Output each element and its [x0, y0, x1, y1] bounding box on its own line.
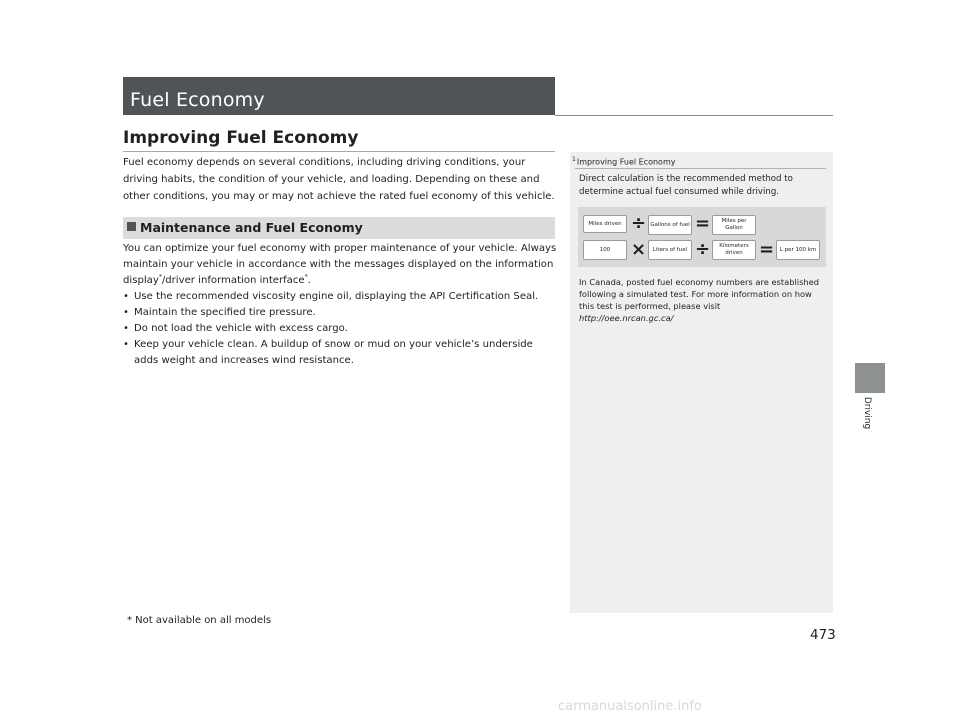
reference-number: 1 — [572, 156, 576, 163]
equals-icon: = — [759, 239, 775, 260]
miles-per-gallon-box: Miles per Gallon — [712, 215, 756, 235]
watermark: carmanualsonline.info — [558, 699, 702, 714]
chapter-thumb-tab — [855, 363, 885, 393]
intro-paragraph: Fuel economy depends on several conditions, including driving conditions, your driving habits, the condition of your vehicle, and loading. Depending on these and other conditions, you may or may not achieve the rated fuel economy of this vehicle. — [123, 157, 555, 202]
divide-icon: ÷ — [631, 213, 647, 234]
square-bullet-icon — [127, 222, 136, 231]
gallons-of-fuel-box: Gallons of fuel — [648, 215, 692, 235]
list-item: • Do not load the vehicle with excess cargo. — [123, 321, 559, 337]
equals-icon: = — [695, 213, 711, 234]
heading-divider — [123, 151, 555, 152]
liters-of-fuel-box: Liters of fuel — [648, 240, 692, 260]
sidebar-divider — [575, 168, 826, 169]
list-item: • Keep your vehicle clean. A buildup of snow or mud on your vehicle’s underside adds weight and increases wind resistance. — [123, 339, 533, 366]
maintenance-text-1: You can optimize your fuel economy with proper maintenance of your vehicle. Always maintain your vehicle in accordance with the messages displayed on the information display — [123, 243, 557, 286]
liters-per-100km-box: L per 100 km — [776, 240, 820, 260]
hundred-box: 100 — [583, 240, 627, 260]
sidebar-paragraph-1: Direct calculation is the recommended method to determine actual fuel consumed while driving. — [579, 174, 793, 197]
page-number: 473 — [810, 627, 836, 643]
fuel-formula-diagram — [578, 207, 826, 267]
tips-list — [123, 289, 559, 369]
title-divider — [555, 115, 833, 116]
subsection-title: Maintenance and Fuel Economy — [140, 220, 363, 235]
canada-info-link[interactable]: http://oee.nrcan.gc.ca/ — [579, 313, 674, 323]
bullet-icon: • — [123, 291, 129, 302]
maintenance-paragraph — [123, 241, 559, 289]
maintenance-text-2: /driver information interface — [161, 275, 305, 286]
page-heading: Improving Fuel Economy — [123, 128, 359, 148]
footnote: * Not available on all models — [127, 615, 272, 626]
divide-icon: ÷ — [695, 239, 711, 260]
bullet-icon: • — [123, 323, 129, 334]
bullet-icon: • — [123, 307, 129, 318]
chapter-label: Driving — [862, 396, 872, 430]
maintenance-text-3: . — [307, 275, 311, 286]
sidebar-paragraph-2: In Canada, posted fuel economy numbers are established following a simulated test. For more information on how this test is performed, please visit http://oee.nrcan.gc.ca/ — [579, 277, 820, 323]
kilometers-driven-box: Kilometers driven — [712, 240, 756, 260]
footnote-star: * — [304, 273, 308, 281]
bullet-icon: • — [123, 339, 129, 350]
miles-driven-box: Miles driven — [583, 215, 627, 233]
list-item: • Use the recommended viscosity engine oil, displaying the API Certification Seal. — [123, 289, 559, 305]
multiply-icon: × — [631, 239, 647, 260]
footnote-star: * — [158, 273, 162, 281]
sidebar-heading: $^1$Improving Fuel Economy — [572, 156, 676, 167]
section-title: Fuel Economy — [130, 89, 265, 111]
list-item: • Maintain the specified tire pressure. — [123, 305, 559, 321]
